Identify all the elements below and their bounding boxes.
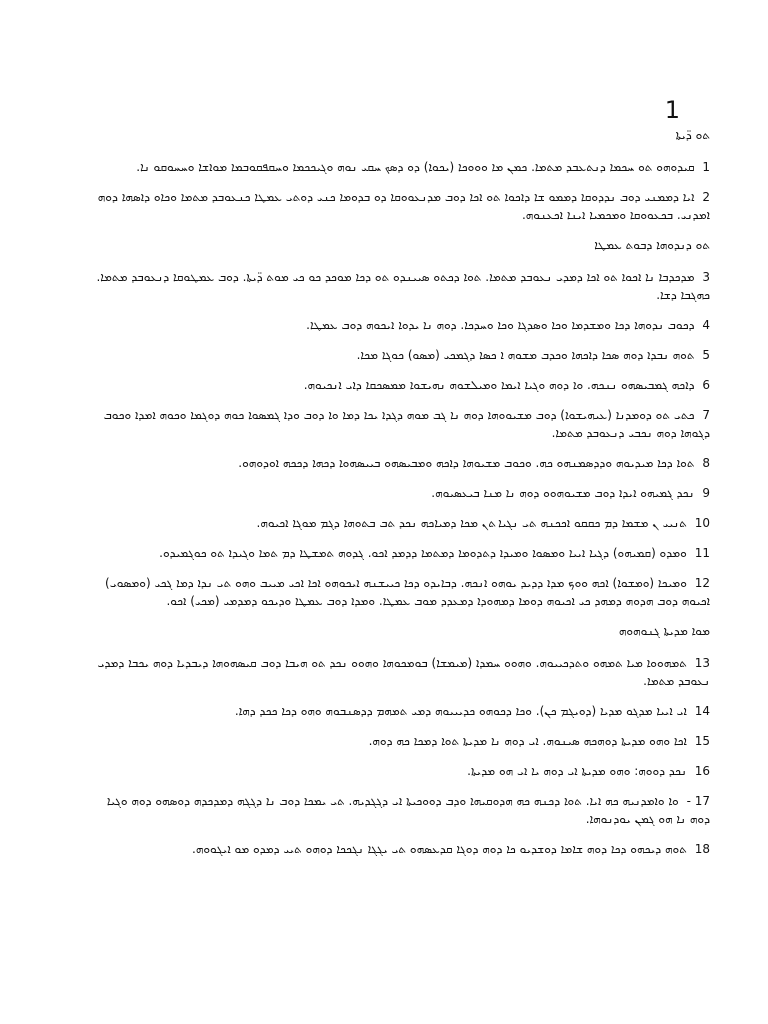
verse-text: ܬܘܗ ܕܝܟܗܘ ܕܟܐ ܕܘܗ ܫܐܡܐ ܕܘܫܕܝܘ ܟܐ ܕܘܗ ܕܘܓܐ ܩܕܥܣܗܘ ܬܝ ܝܓܓܐ ܢܓܟܟܐ ܕܘܗܘ ܬܝܝ ܕܡܕܘ ܡܘ ܐܝܓܘܘܗ. [192,842,687,856]
section-heading: ܡܘܐ ܡܕܝܬܐ ܓܢܘܗܘܗ [618,624,710,638]
verse-number: 7 [702,408,710,422]
verse-number: 15 [694,734,710,748]
verse-paragraph [88,792,710,828]
verse-number: 1 [702,160,710,174]
verse-paragraph [88,406,710,442]
verse-text: ܘܐ ܘܐܡܕܢܝܗ ܟܗ ܐܝܐ. ܬܘܐ ܕܟܢܗ ܟܗ ܗܕܘܩܝܗܐ ܘܕܒ ܕܘܘܟܝܬܐ ܐܝ ܕܓܓܕܝܗ. ܬܝ ܝܡܟܐ ܕܘܒ ܢܐ ܕܓܓܗ ܕܡܕܟܕܗ ܕܘܣܗܘ ܕܘܗ ܘܓܝܐ ܕܘܗ ܢܐ ܗܘ ܓܡܢ ܝܘܕܢܘܗܐ. [106,794,710,826]
page-number: 1 [664,96,680,124]
verse-paragraph [88,316,710,334]
verse-number: 13 [694,656,710,670]
verse-paragraph [88,158,710,176]
verse-paragraph [88,732,710,750]
verse-paragraph [88,574,710,610]
section-heading: ܬܘ ܕܢܕܘܗܐ ܕܒܘܬ ܥܡܛܐ [594,238,710,252]
verse-paragraph [88,544,710,562]
verse-text: ܐܝ ܐܝܝܐ ܡܕܓܘ ܡܕܝܐ (ܕܘܝܓܡ ܟܢ). ܘܟܐ ܕܟܘܗܘ ܟܕܝܝܝܘܗ ܕܡܝ ܬܡܗܡ ܕܕܣܢܒܘܗ ܘܗܘ ܕܟܐ ܟܟܕ ܕܗܐ. [234,704,687,718]
verse-text: ܡܕܟܕܒܐ ܢܐ ܐܟܘܐ ܬܘ ܐܟܐ ܕܡܕܝ ܢܥܘܒܕ ܡܬܡܐ. ܬܘܐ ܕܟܬܘ ܣܝܝܢܕܘ ܬܘ ܕܟܐ ܡܘܟܕ ܟܘ ܟܝ ܡܘܬ ܕ̈ܝܬܐ. ܕܘܒ ܥܡܛܘܩܐ ܕܢܥܘܒܕ ܡܬܡܐ. ܟܗܓܒܐ ܕܫܐ. [96,270,710,302]
verse-paragraph [88,654,710,690]
verse-text: ܢܟܕ ܓܡܝܗܘ ܐܝܕܐ ܕܘܒ ܡܫܝܘܗܘܘ ܕܘܗ ܢܐ ܡܢܐ ܒܝܥܣܝܘܗ. [431,486,695,500]
verse-text: ܬܘܐ ܕܟܐ ܡܝܕܝܘܗ ܘܕܕܣܡܢܗܘ ܟܗ. ܘܟܘܒ ܡܫܝܘܗܐ ܕܐܟܗ ܘܡܒܝܣܗܘ ܒܝܝܣܗܘܐ ܕܟܗܐ ܕܟܟܗ ܐܘܕܘܗܘ. [238,456,695,470]
document-body [88,126,710,870]
section-heading: ܬܘ ܕ̈ܝܬܐ [675,128,710,142]
verse-text: ܟܬܝ ܬܘ ܕܘܡܕܢܐ (ܥܝܗܝܫܘܐ) ܕܘܒ ܡܫܝܘܘܗܐ ܕܘܗ ܢܐ ܓܒ ܡܘܗ ܕܓܕܐ ܝܟܐ ܕܡܐ ܘܐ ܕܘܒ ܘܕܐ ܓܡܣܘܐ ܟܘܗ ܕܘܓܡܐ ܘܟܘܗ ܐܡܕܐ ܘܟܘܒ ܕܓܘܗܐ ܕܘܗ ܢܟܒܝ ܕܢܥܘܒܕ ܡܬܡܐ. [103,408,710,440]
verse-paragraph [88,840,710,858]
verse-paragraph [88,514,710,532]
verse-number: 11 [694,546,710,560]
verse-text: ܬܘܗ ܢܒܕܐ ܕܘܗ ܣܟܐ ܕܐܟܗܐ ܘܟܕܒ ܡܫܘܗ ܐ ܟܣܐ ܕܓܡܟܝ (ܡܣܘ) ܟܘܓܐ ܡܟܐ. [356,348,695,362]
verse-text: ܬܡܗܘܘܐ ܡܝܐ ܬܡܗܘ ܘܬܕܟܝܝܘܗ. ܘܗܘܘ ܚܡܕܐ (ܡܝܡܫܐ) ܒܘܡܟܘܗܐ ܘܗܘܘ ܢܟܕ ܬܘ ܗܝܒܐ ܕܘܒ ܩܝܣܗܘܗܐ ܕܝܒܕܝܐ ܕܘܗ ܝܟܒܐ ܕܡܕܝ ܢܥܘܒܕ ܡܬܡܐ. [97,656,710,688]
verse-number: 12 [694,576,710,590]
verse-text: ܩܝܕܘܗܘ ܬܘ ܚܟܡܐ ܕܢܬܥܒܕ ܡܬܡܐ. ܟܡܢ ܡܐ ܘܘܘܟܐ (ܝܟܘܐ) ܕܘ ܕܣܟ ܚܩܝ ܢܘܗ ܘܓܝܟܟܡܐ ܘܚܩܦܩܘܒܡܐ ܡܘܐܫܐ ܘܚܚܘܩܘ ܢܐ. [136,160,695,174]
verse-number: 17 - [686,794,710,808]
verse-number: 18 [694,842,710,856]
verse-text: ܬܢܝܝ ܢ ܡܫܡܐ ܕܡ ܟܩܩܘ ܐܟܟܢܗ ܬܝ ܢܓܝܐ ܬܢ ܡܟܐ ܕܡܝܐܟܗ ܢܟܕ ܬܒ ܒܬܘܗܐ ܕܓܡ ܡܘܓܐ ܐܟܝܘܗ. [256,516,687,530]
verse-number: 3 [702,270,710,284]
verse-text: ܢܟܕ ܕܘܘܗ: ܘܗܘ ܡܕܝܬܐ ܐܝ ܕܘܗ ܝܐ ܐܝ ܗܘ ܡܕܝܬܐ. [467,764,687,778]
verse-paragraph [88,762,710,780]
verse-paragraph [88,346,710,364]
verse-number: 8 [702,456,710,470]
verse-text: ܕܐܟܗ ܓܡܒܝܣܗܘ ܢܢܟܗ. ܘܐ ܕܘܗ ܘܓܝܐ ܐܝܡܐ ܘܡܝܠܫܘܗ ܢܗܝܫܘܐ ܡܡܣܟܩܐ ܕܐܝ ܐܢܟܝܘܗ. [303,378,695,392]
verse-paragraph [88,376,710,394]
verse-paragraph [88,454,710,472]
verse-number: 9 [702,486,710,500]
verse-text: ܐܟܐ ܘܗܘ ܡܕܝܬܐ ܕܘܗܟܗ ܣܝܢܘܗ. ܐܝ ܕܘܗ ܢܐ ܡܕܝܬܐ ܬܘܐ ܕܡܟܐ ܟܗ ܕܘܗ. [368,734,687,748]
verse-text: ܘܡܝܟܐ (ܘܡܫܘܐ) ܐܟܗ ܘܘܟ ܡܕܐ ܕܕܝܕ ܝܘܗܘ ܐܢܟܗ. ܕܒܐܝܕܘ ܕܟܐ ܟܝܝܫܢܗ ܐܝܟܘܗܘ ܐܟܐ ܐܟܝ ܡܝܝܒ ܘܗܘ ܬܝ ܢܕܐ ܕܡܐ ܓܟܝ (ܘܡܣܘܝ) ܐܟܝܘܗ ܕܘܒ ܗܕܘܗ ܕܡܗܕ ܟܝ ܐܟܝܘܗ ܕܘܡܐ ܕܡܗܘܕܐ ܕܡܥܕܕ ܡܘܒ ܥܡܛܐ. ܘܡܕܐ ܕܘܒ ܥܡܛܐ ܘܕܝܟܘ ܕܡܕܡܝ (ܡܟܝ) ܐܟܘ. [105,576,710,608]
verse-number: 14 [694,704,710,718]
verse-text: ܘܡܕܘ (ܩܡܝܗܘ) ܕܓܝܐ ܐܝܝܐ ܘܡܣܘܐ ܘܡܝܕܐ ܕܬܕܘܡܐ ܕܡܬܡܐ ܕܕܡܕ ܐܟܘ. ܓܕܘܗ ܬܡܫܛܐ ܕܡ ܬܡܐ ܘܓܝܕܐ ܬܘ ܟܘܓܡܝܕܘ. [159,546,687,560]
verse-text: ܐܝܐ ܕܡܡܢܝ ܕܘܒ ܢܕܕܘܩܐ ܕܡܡܘ ܫܐ ܕܐܟܘܐ ܬܘ ܐܟܐ ܕܘܒ ܡܕܢܥܘܘܩܐ ܕܘ ܒܕܘܡܐ ܟܢܝ ܕܘܬܝ ܥܡܛܐ ܟܢܥܘܒܕ ܡܬܡܐ ܘܟܐܘ ܕܐܣܗܐ ܕܘܗ ܐܡܕܢܝ. ܒܟܥܘܘܩܐ ܘܡܟܡܝܐ ܐܝܢܐ ܐܟܥܢܘܗ. [97,190,710,222]
verse-number: 16 [694,764,710,778]
verse-number: 6 [702,378,710,392]
verse-paragraph [88,702,710,720]
verse-number: 4 [702,318,710,332]
verse-text: ܕܟܘܒ ܢܕܘܗܐ ܕܟܐ ܘܡܫܕܡܐ ܘܟܐ ܘܣܕܓܐ ܘܟܐ ܘܚܕܟܐ. ܕܘܗ ܢܐ ܝܕܘܐ ܐܝܟܘܗ ܕܘܒ ܥܡܛܐ. [306,318,695,332]
verse-paragraph [88,268,710,304]
verse-number: 5 [702,348,710,362]
verse-number: 2 [702,190,710,204]
verse-paragraph [88,188,710,224]
verse-paragraph [88,484,710,502]
verse-number: 10 [694,516,710,530]
